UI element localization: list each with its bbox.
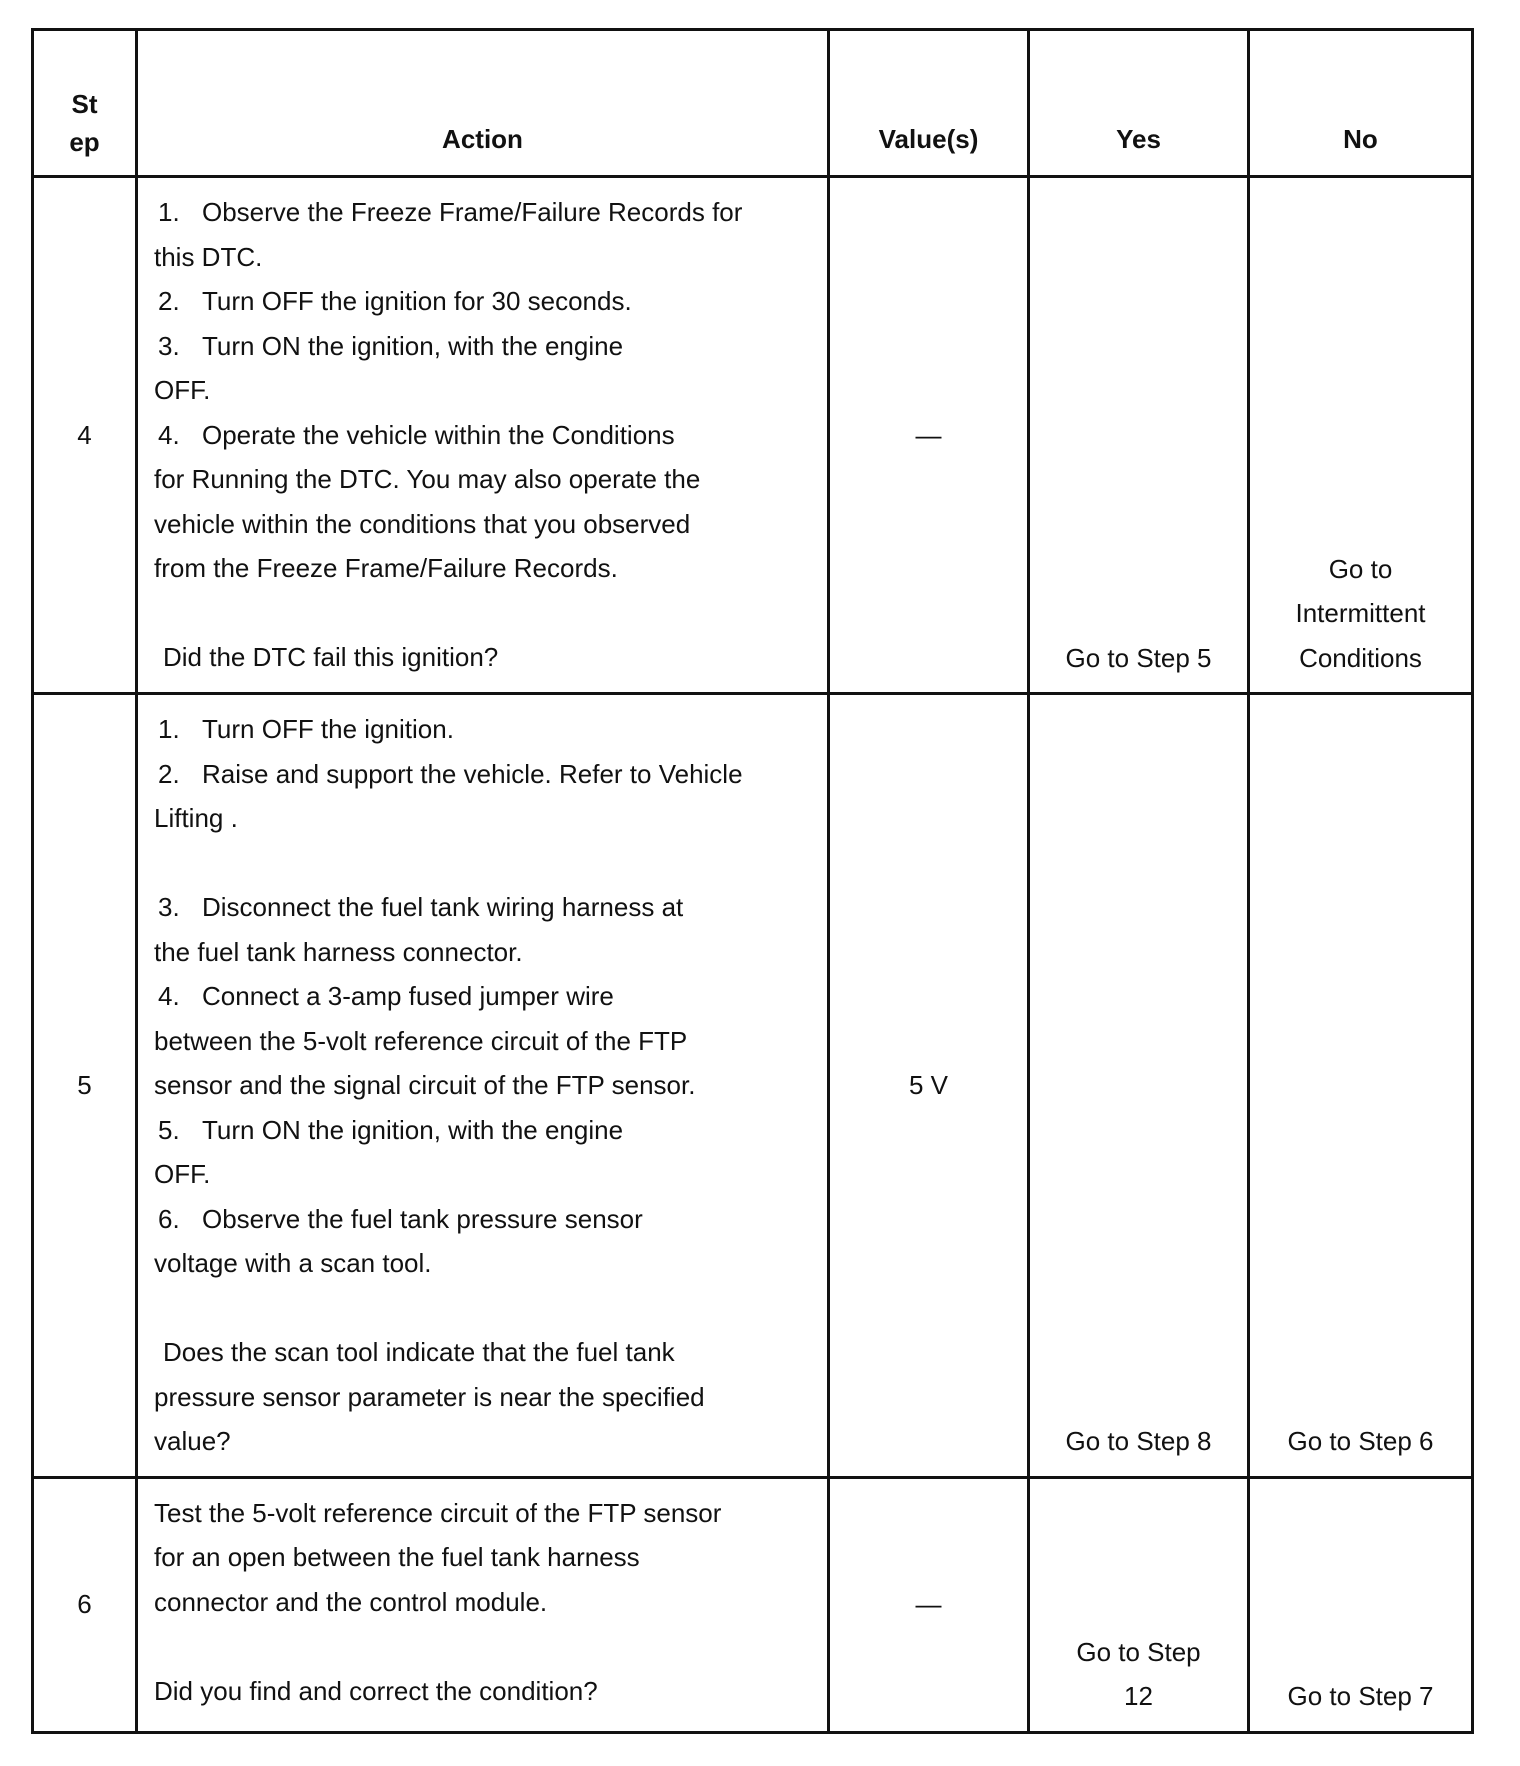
table-row-step-6 — [33, 1477, 1473, 1732]
header-action: Action — [137, 30, 829, 177]
yes-link-line: 12 — [1124, 1681, 1153, 1711]
action-line: 5. Turn ON the ignition, with the engine — [158, 1114, 624, 1145]
yes-link: Go to Step 8 — [1065, 1426, 1212, 1456]
action-cell — [137, 177, 829, 694]
action-line: 3. Disconnect the fuel tank wiring harness at — [158, 892, 684, 922]
action-cell — [137, 1477, 829, 1732]
value-cell: — — [829, 177, 1029, 694]
step-number: 5 — [33, 694, 137, 1478]
no-link-line: Go to — [1328, 553, 1393, 584]
action-line: this DTC. — [154, 241, 263, 272]
yes-cell — [1029, 1477, 1249, 1732]
yes-cell — [1029, 177, 1249, 694]
action-line: from the Freeze Frame/Failure Records. — [154, 553, 618, 583]
action-question: pressure sensor parameter is near the specified — [154, 1381, 705, 1412]
action-line: Lifting . — [154, 803, 238, 833]
diagnostic-table — [31, 28, 1474, 1734]
action-line: between the 5-volt reference circuit of the FTP — [154, 1025, 688, 1056]
action-line: OFF. — [154, 375, 211, 405]
no-link-line: Conditions — [1299, 642, 1422, 673]
yes-link-line: Go to Step — [1076, 1636, 1201, 1667]
step-number: 6 — [33, 1477, 137, 1732]
yes-cell — [1029, 694, 1249, 1478]
action-cell — [137, 694, 829, 1478]
no-link: Go to Step 7 — [1287, 1681, 1434, 1711]
header-row — [33, 30, 1473, 177]
value-cell: 5 V — [829, 694, 1029, 1478]
action-line: 3. Turn ON the ignition, with the engine — [158, 330, 624, 361]
action-line: for Running the DTC. You may also operate the — [154, 464, 701, 494]
action-line: connector and the control module. — [154, 1586, 548, 1617]
value-cell: — — [829, 1477, 1029, 1732]
header-no: No — [1249, 30, 1473, 177]
no-link: Go to Step 6 — [1287, 1426, 1434, 1456]
action-line: sensor and the signal circuit of the FTP sensor. — [154, 1070, 696, 1100]
action-line: Test the 5-volt reference circuit of the FTP sensor — [154, 1497, 722, 1528]
header-step-line1: St — [71, 89, 98, 119]
action-line: 4. Operate the vehicle within the Conditions — [158, 419, 675, 450]
action-question: value? — [154, 1426, 231, 1456]
action-line: for an open between the fuel tank harness — [154, 1542, 640, 1572]
action-line: vehicle within the conditions that you observed — [154, 508, 691, 539]
action-line: 2. Turn OFF the ignition for 30 seconds. — [158, 286, 632, 316]
action-line: the fuel tank harness connector. — [154, 936, 523, 967]
action-line: voltage with a scan tool. — [154, 1248, 432, 1278]
yes-link: Go to Step 5 — [1065, 642, 1212, 673]
header-yes: Yes — [1029, 30, 1249, 177]
action-line: OFF. — [154, 1159, 211, 1189]
no-cell — [1249, 177, 1473, 694]
action-line: 1. Observe the Freeze Frame/Failure Records for — [158, 197, 743, 227]
action-line: 4. Connect a 3-amp fused jumper wire — [158, 981, 614, 1011]
action-line: 6. Observe the fuel tank pressure sensor — [158, 1203, 643, 1234]
header-step-line2: ep — [69, 127, 100, 157]
header-values: Value(s) — [829, 30, 1029, 177]
action-line: 1. Turn OFF the ignition. — [158, 714, 454, 744]
table-row-step-5 — [33, 694, 1473, 1478]
action-line: 2. Raise and support the vehicle. Refer to Vehicle — [158, 758, 743, 789]
no-cell — [1249, 1477, 1473, 1732]
header-step — [33, 30, 137, 177]
no-cell — [1249, 694, 1473, 1478]
no-link-line: Intermittent — [1295, 598, 1426, 628]
table-row-step-4 — [33, 177, 1473, 694]
diagnostic-table-page — [31, 28, 1471, 1734]
action-question: Did you find and correct the condition? — [154, 1675, 598, 1706]
step-number: 4 — [33, 177, 137, 694]
action-question: Does the scan tool indicate that the fuel tank — [163, 1337, 675, 1367]
action-question: Did the DTC fail this ignition? — [163, 642, 499, 672]
